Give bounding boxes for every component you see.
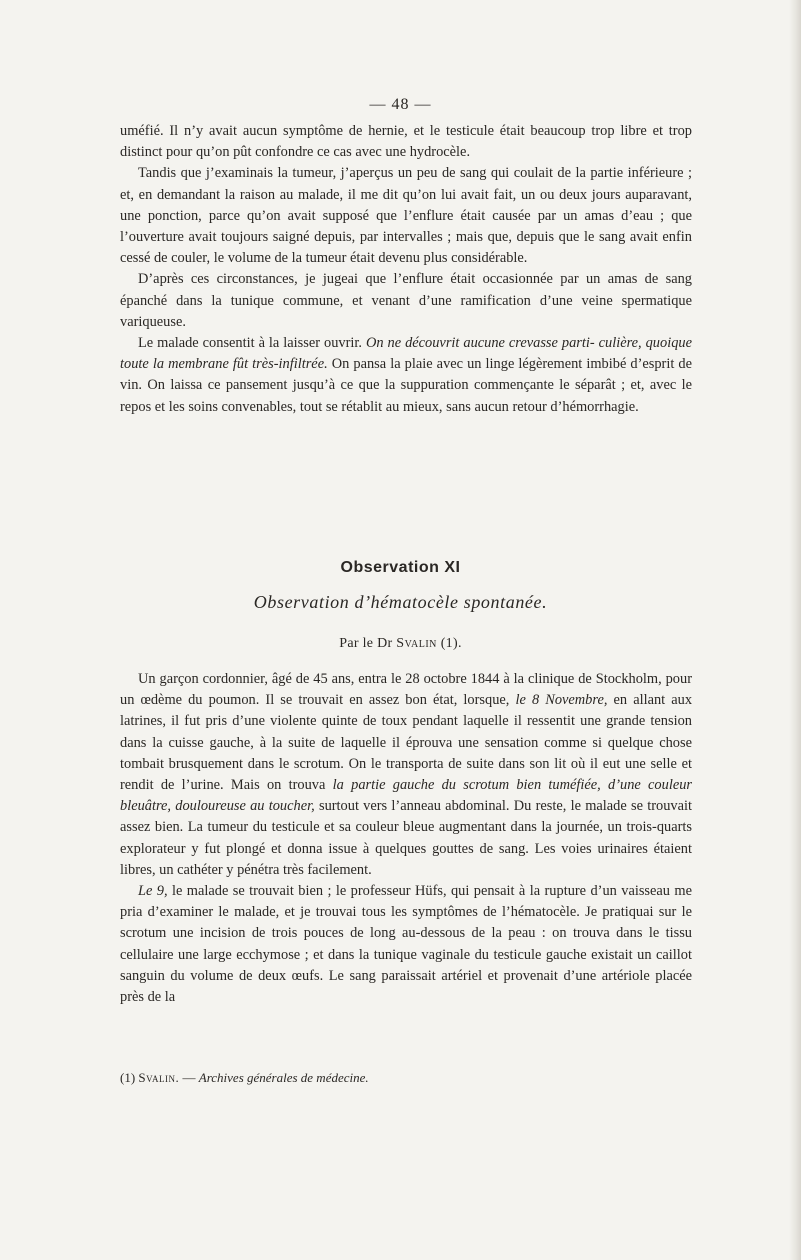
paragraph-treatment xyxy=(120,333,692,418)
page-number: — 48 — xyxy=(369,96,432,113)
footnote-number: (1) xyxy=(120,1070,136,1085)
text-block-lower xyxy=(120,669,692,1008)
treatment-text-start: Le malade consentit à la laisser ouvrir. xyxy=(138,335,362,352)
operation-text: le malade se trouvait bien ; le professeur Hüfs, qui pensait à la rupture d’un vaisseau me pria d’examiner le malade, et je trouvai tous les symptômes de l’hématocèle. Je pratiquai sur le scrotum une incision de trois pouces de long au-dessous de la peau : on trouva dans le tissu cellulaire une large ecchymose ; et dans la tunique vaginale du testicule gauche existait un caillot sanguin du volume de deux œufs. Le sang paraissait artériel et provenait d’une artériole placée près de la xyxy=(120,883,692,1006)
treatment-italic-text: On ne découvrit aucune crevasse parti- culière, quoique toute la membrane fût très-infiltrée. xyxy=(120,335,692,373)
observation-heading: Observation XI xyxy=(340,559,461,576)
paragraph-case-history xyxy=(120,669,692,881)
author-note-ref: (1). xyxy=(440,636,462,651)
case-text-b: en allant aux latrines, il fut pris d’une violente quinte de toux pendant laquelle il ressentit une grande tension dans la cuisse gauche, à la suite de laquelle il éprouva une sensation comme si quelque chose tombait brusquement dans le scrotum. On le transporta de suite dans son lit où il eut une selle et rendit de l’urine. Mais on trouva xyxy=(120,692,693,794)
page-edge-shadow xyxy=(789,0,801,1260)
operation-date: Le 9, xyxy=(138,883,168,900)
footnote-author: Svalin. xyxy=(138,1070,180,1085)
author-name: Svalin xyxy=(396,636,437,651)
footnote xyxy=(120,1069,692,1087)
treatment-text-end: On pansa la plaie avec un linge légèrement imbibé d’esprit de vin. On laissa ce pansement jusqu’à ce que la suppuration commençante le séparât ; et, avec le repos et les soins convenables, tout se rétablit au mieux, sans aucun retour d’hémorrhagie. xyxy=(120,356,692,415)
paragraph-continuation: uméfié. Il n’y avait aucun symptôme de hernie, et le testicule était beaucoup trop libre et trop distinct pour qu’on pût confondre ce cas avec une hydrocèle. xyxy=(120,123,692,161)
author-prefix: Par le Dr xyxy=(339,636,393,651)
paragraph-diagnosis: D’après ces circonstances, je jugeai que l’enflure était occasionnée par un amas de sang épanché dans la tunique commune, et venant d’une ramification d’une veine spermatique variqueuse. xyxy=(120,271,692,330)
observation-subtitle: Observation d’hématocèle spontanée. xyxy=(253,592,548,612)
case-text-c: surtout vers l’anneau abdominal. Du reste, le malade se trouvait assez bien. La tumeur du testicule et sa couleur bleue augmentant dans la journée, un trois-quarts explorateur y fut plongé et donna issue à quelques gouttes de sang. Les voies urinaires étaient libres, un cathéter y pénétra très facilement. xyxy=(120,798,692,878)
case-italic-symptoms: la partie gauche du scrotum bien tuméfiée, d’une couleur bleuâtre, douloureuse au toucher, xyxy=(120,777,693,815)
footnote-dash: — xyxy=(182,1070,196,1085)
paragraph-operation xyxy=(120,881,692,1008)
text-block-upper xyxy=(120,121,692,418)
paragraph-examination: Tandis que j’examinais la tumeur, j’aperçus un peu de sang qui coulait de la partie inférieure ; et, en demandant la raison au malade, il me dit qu’on lui avait fait, un ou deux jours auparavant, une ponction, parce qu’on avait supposé que l’enflure était causée par un amas d’eau ; que l’ouverture avait toujours saigné depuis, par intervalles ; mais que, depuis que le sang avait enfin cessé de couler, le volume de la tumeur était devenu plus considérable. xyxy=(120,165,692,267)
footnote-source: Archives générales de médecine. xyxy=(198,1070,369,1085)
observation-author xyxy=(0,636,801,652)
case-date: le 8 Novembre, xyxy=(515,692,608,709)
case-text-a: Un garçon cordonnier, âgé de 45 ans, entra le 28 octobre 1844 à la clinique de Stockholm, pour un œdème du poumon. Il se trouvait en assez bon état, lorsque, xyxy=(120,671,692,709)
